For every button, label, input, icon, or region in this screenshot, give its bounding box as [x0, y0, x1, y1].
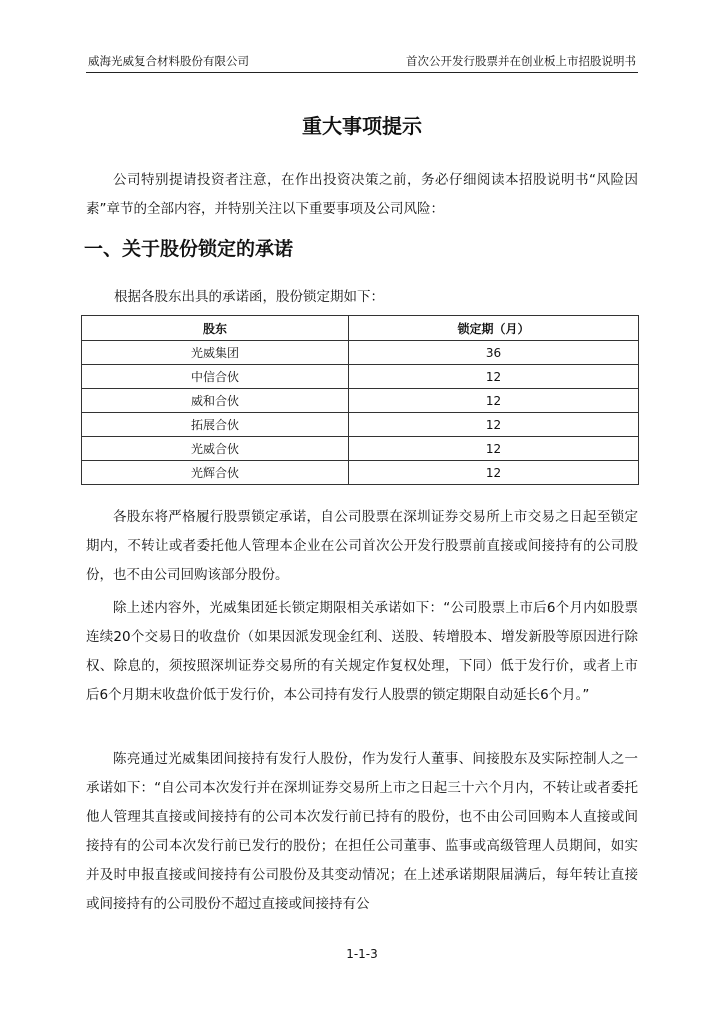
- table-header-row: [82, 316, 639, 341]
- lockup-cell: 12: [349, 365, 639, 389]
- lockup-cell: 12: [349, 413, 639, 437]
- page-title: 重大事项提示: [302, 114, 422, 138]
- shareholder-cell: 威和合伙: [82, 389, 349, 413]
- lockup-commitment-paragraph: 各股东将严格履行股票锁定承诺，自公司股票在深圳证券交易所上市交易之日起至锁定期内，不转让或者委托他人管理本企业在公司首次公开发行股票前直接或间接持有的公司股份，也不由公司回购该部分股份。: [86, 509, 638, 583]
- shareholder-cell: 中信合伙: [82, 365, 349, 389]
- header-company: 威海光威复合材料股份有限公司: [88, 54, 249, 68]
- lockup-cell: 12: [349, 461, 639, 485]
- header-doc-name: 首次公开发行股票并在创业板上市招股说明书: [406, 54, 636, 68]
- shareholder-cell: 光威合伙: [82, 437, 349, 461]
- section-heading: 一、关于股份锁定的承诺: [84, 238, 294, 260]
- lockup-cell: 36: [349, 341, 639, 365]
- lockup-cell: 12: [349, 437, 639, 461]
- intro-paragraph: 公司特别提请投资者注意，在作出投资决策之前，务必仔细阅读本招股说明书“风险因素”章节的全部内容，并特别关注以下重要事项及公司风险：: [86, 172, 638, 217]
- table-intro: 根据各股东出具的承诺函，股份锁定期如下：: [114, 289, 384, 305]
- table-row: [82, 461, 639, 485]
- controller-commitment-paragraph: 陈亮通过光威集团间接持有发行人股份，作为发行人董事、间接股东及实际控制人之一承诺如下：“自公司本次发行并在深圳证券交易所上市之日起三十六个月内，不转让或者委托他人管理其直接或间接持有的公司本次发行前已持有的股份，也不由公司回购本人直接或间接持有的公司本次发行前已发行的股份；在担任公司董事、监事或高级管理人员期间，如实并及时申报直接或间接持有公司股份及其变动情况；在上述承诺期限届满后，每年转让直接或间接持有的公司股份不超过直接或间接持有公: [86, 751, 638, 912]
- lockup-cell: 12: [349, 389, 639, 413]
- shareholder-cell: 光辉合伙: [82, 461, 349, 485]
- page-number: 1-1-3: [346, 947, 378, 961]
- table-row: [82, 365, 639, 389]
- lockup-table: [81, 315, 639, 485]
- table-row: [82, 341, 639, 365]
- header-shareholder: 股东: [82, 316, 349, 341]
- shareholder-cell: 拓展合伙: [82, 413, 349, 437]
- header-lockup: 锁定期（月）: [349, 316, 639, 341]
- table-row: [82, 437, 639, 461]
- shareholder-cell: 光威集团: [82, 341, 349, 365]
- extension-commitment-paragraph: 除上述内容外，光威集团延长锁定期限相关承诺如下：“公司股票上市后6个月内如股票连续20个交易日的收盘价（如果因派发现金红利、送股、转增股本、增发新股等原因进行除权、除息的，须按照深圳证券交易所的有关规定作复权处理，下同）低于发行价，或者上市后6个月期末收盘价低于发行价，本公司持有发行人股票的锁定期限自动延长6个月。”: [86, 600, 638, 703]
- page-header: [86, 50, 638, 73]
- table-row: [82, 389, 639, 413]
- table-row: [82, 413, 639, 437]
